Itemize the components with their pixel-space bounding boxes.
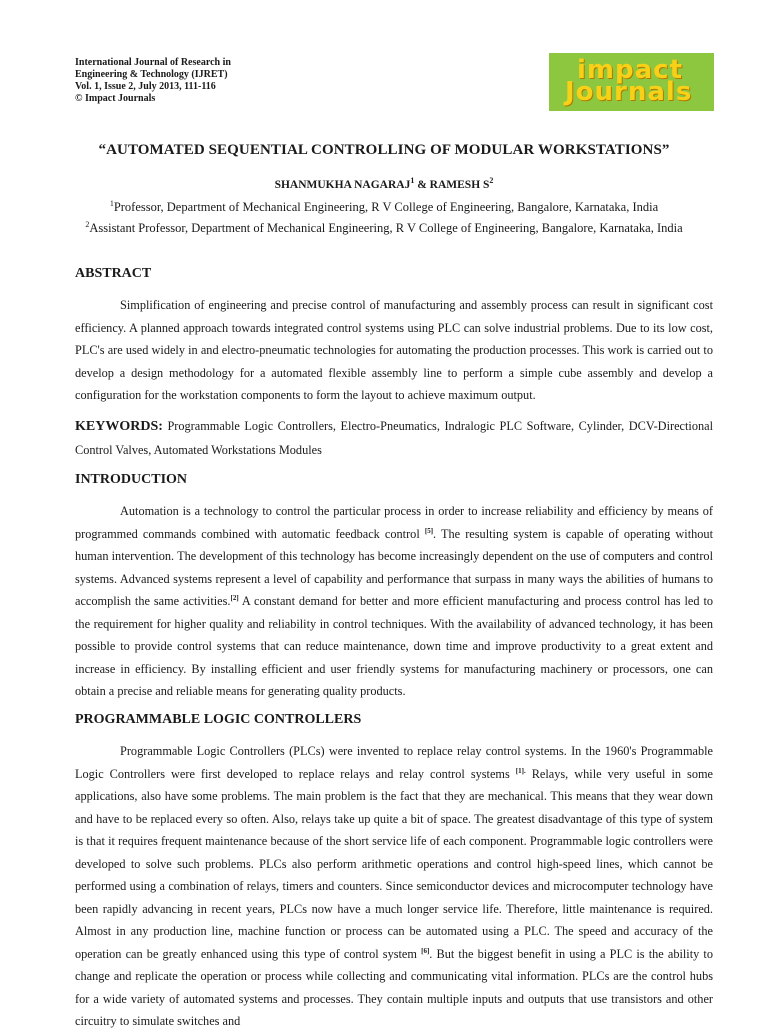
introduction-paragraph [75,500,713,703]
affiliation-1-text: Professor, Department of Mechanical Engineering, R V College of Engineering, Bangalore, Karnataka, India [113,200,659,215]
logo-word-journals: Journals [565,77,693,107]
authors [0,176,768,191]
paper-title: “AUTOMATED SEQUENTIAL CONTROLLING OF MODULAR WORKSTATIONS” [98,142,670,158]
citation-6: [6] [421,946,430,955]
plc-text-part1: Programmable Logic Controllers (PLCs) were invented to replace relay control systems. In the 1960's Programmable Logic Controllers were first developed to replace relays and relay control systems [75,744,713,781]
plc-text-part2: Relays, while very useful in some applications, also have some problems. The main problem is the fact that they are mechanical. This means that they wear down and have to be replaced every so often. Also, relays take up quite a bit of space. The greatest disadvantage of this type of system is that it requires frequent maintenance because of the short service life of each component. Programmable logic controllers were developed to solve such problems. PLCs also perform arithmetic operations and control high-speed lines, which cannot be performed using a combination of relays, timers and counters. Since semiconductor devices and microcomputer technology have been rapidly advancing in recent years, PLCs now have a much longer service life. Therefore, little maintenance is required. Almost in any production line, machine function or process can be automated using a PLC. The speed and accuracy of the operation can be greatly enhanced using this type of control system [75,766,713,961]
journal-volume: Vol. 1, Issue 2, July 2013, 111-116 [75,81,216,92]
intro-text-part2: . The resulting system is capable of operating without human intervention. The development of this technology has become increasingly dependent on the use of computers and control systems. Advanced systems represent a level of capability and performance that surpass in many ways the abilities of humans to accomplish the same activities. [75,526,713,608]
affiliation-1-sup: 1 [109,199,114,208]
intro-text-part1: Automation is a technology to control the particular process in order to increase reliability and efficiency by means of programmed commands combined with automatic feedback control [75,504,713,541]
abstract-text: Simplification of engineering and precise control of manufacturing and assembly process can result in significant cost efficiency. A planned approach towards integrated control systems using PLC can solve industrial problems. Due to its low cost, PLC's are used widely in and electro-pneumatic technologies for automating the production processes. This work is carried out to develop a design methodology for a automated flexible assembly line to perform a simple cube assembly and develop a configuration for the workstation components to form the layout to achieve maximum output. [75,298,713,402]
author-1: SHANMUKHA NAGARAJ [274,178,411,191]
keywords [75,415,713,461]
journal-copyright: © Impact Journals [75,93,156,104]
logo-word-impact: impact [577,55,684,85]
journal-name-line2: Engineering & Technology (IJRET) [75,69,228,80]
author-separator: & [414,178,430,191]
author-1-sup: 1 [410,176,415,185]
author-2-sup: 2 [489,176,494,185]
journal-name-line1: International Journal of Research in [75,57,231,68]
keywords-label: KEYWORDS: [75,419,163,434]
affiliation-2 [0,220,768,236]
intro-text-part3: A constant demand for better and more efficient manufacturing and process control has led to the requirement for higher quality and reliability in control techniques. With the availability of advanced technology, it has been possible to provide control systems that can reduce maintenance, down time and improve productivity to a great extent and increase in efficiency. By installing efficient and user friendly systems for manufacturing machinery or processors, one can obtain a precise and reliable means for generating quality products. [75,594,714,698]
abstract-heading: ABSTRACT [75,266,152,281]
citation-1: [1]. [515,766,526,775]
citation-5: [5] [424,526,434,535]
plc-heading: PROGRAMMABLE LOGIC CONTROLLERS [75,712,362,727]
author-2: RAMESH S [429,178,490,191]
plc-paragraph [75,740,713,1033]
affiliation-2-text: Assistant Professor, Department of Mechanical Engineering, R V College of Engineering, Bangalore, Karnataka, India [89,221,683,236]
plc-text-part3: . But the biggest benefit in using a PLC is the ability to change and replicate the operation or process while collecting and communicating vital information. PLCs are the control hubs for a wide variety of automated systems and processes. They contain multiple inputs and outputs that use transistors and other circuitry to simulate switches and [75,946,713,1028]
affiliation-2-sup: 2 [85,220,90,229]
journal-info [75,57,231,105]
keywords-text: Programmable Logic Controllers, Electro-Pneumatics, Indralogic PLC Software, Cylinder, DCV-Directional Control Valves, Automated Workstations Modules [75,419,713,457]
affiliation-1 [0,199,768,215]
introduction-heading: INTRODUCTION [75,472,188,487]
citation-2: [2] [230,593,239,602]
impact-journals-logo [549,53,714,111]
